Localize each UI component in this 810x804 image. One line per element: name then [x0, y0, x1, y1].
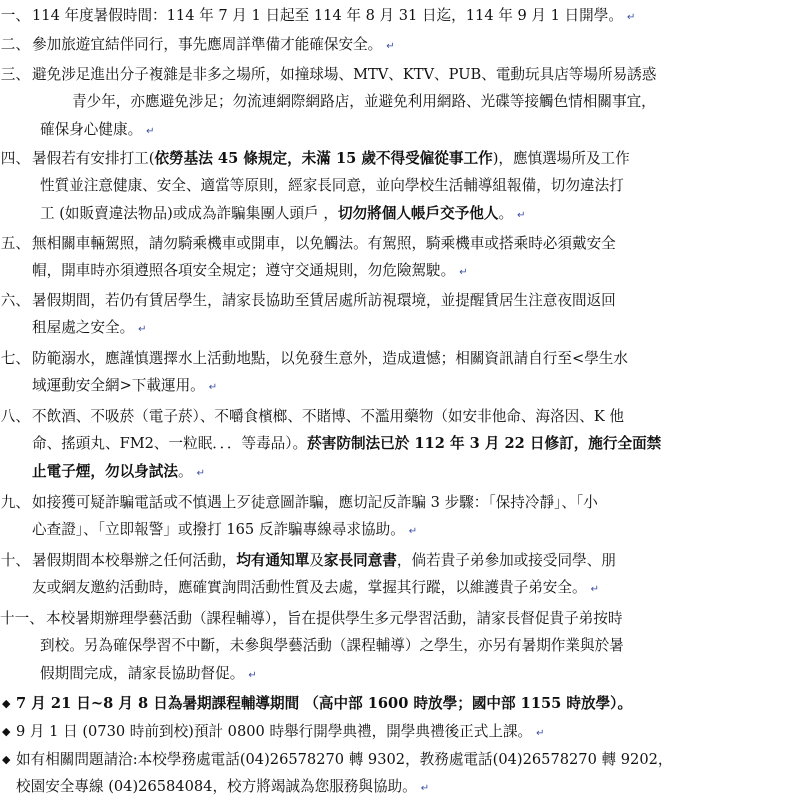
paragraph-mark-icon: ↵	[590, 584, 599, 595]
item-2	[0, 31, 804, 58]
item-text-line: 止電子煙，勿以身試法。 ↵	[32, 463, 205, 480]
item-text: 參加旅遊宜結伴同行，事先應周詳準備才能確保安全。 ↵	[32, 36, 395, 53]
note-text: 7 月 21 日~8 月 8 日為暑期課程輔導期間 （高中部 1600 時放學；國中部 1155 時放學）。	[16, 695, 633, 712]
item-text: 不飲酒、不吸菸（電子菸）、不嚼食檳榔、不賭博、不濫用藥物（如安非他命、海洛因、K 他	[32, 408, 624, 425]
diamond-bullet-icon: ◆	[2, 697, 11, 710]
e-cigarette-warning-emphasis: 止電子煙，勿以身試法	[32, 463, 178, 480]
item-text-line: 租屋處之安全。 ↵	[32, 319, 147, 336]
note-summer-class	[0, 690, 804, 717]
paragraph-mark-icon: ↵	[146, 126, 155, 137]
note-text-line: 校園安全專線 (04)26584084，校方將竭誠為您服務與協助。 ↵	[16, 778, 430, 795]
item-9	[0, 489, 804, 545]
item-text: 暑假期間本校舉辦之任何活動，均有通知單及家長同意書，倘若貴子弟參加或接受同學、朋	[32, 552, 616, 569]
item-6	[0, 287, 804, 343]
paragraph-mark-icon: ↵	[386, 41, 395, 52]
item-text-line: 心查證」、「立即報警」或撥打 165 反詐騙專線尋求協助。 ↵	[32, 521, 418, 538]
item-5	[0, 230, 804, 286]
note-contact	[0, 746, 804, 802]
paragraph-mark-icon: ↵	[420, 783, 430, 794]
item-marker: 四、	[0, 150, 30, 167]
item-text-line: 命、搖頭丸、FM2、一粒眠．．．等毒品）。菸害防制法已於 112 年 3 月 22 日修訂，施行全面禁	[32, 435, 662, 452]
item-8	[0, 403, 804, 487]
item-text: 防範溺水，應謹慎選擇水上活動地點，以免發生意外，造成遺憾；相關資訊請自行至<學生水	[32, 350, 628, 367]
paragraph-mark-icon: ↵	[536, 728, 545, 739]
item-marker: 一、	[0, 7, 30, 24]
item-text-line: 友或網友邀約活動時，應確實詢問活動性質及去處，掌握其行蹤，以維護貴子弟安全。 ↵	[32, 579, 599, 596]
item-marker: 七、	[0, 350, 30, 367]
paragraph-mark-icon: ↵	[459, 267, 468, 278]
paragraph-mark-icon: ↵	[517, 210, 526, 221]
item-text: 如接獲可疑詐騙電話或不慎遇上歹徒意圖詐騙，應切記反詐騙 3 步驟：「保持冷靜」、「小	[32, 494, 598, 511]
item-7	[0, 345, 804, 401]
paragraph-mark-icon: ↵	[196, 468, 205, 479]
note-text: 9 月 1 日 (0730 時前到校)預計 0800 時舉行開學典禮，開學典禮後正式上課。 ↵	[16, 723, 545, 740]
item-text-line: 域運動安全網>下載運用。 ↵	[32, 377, 218, 394]
item-text: 本校暑期辦理學藝活動（課程輔導），旨在提供學生多元學習活動，請家長督促貴子弟按時	[46, 610, 623, 627]
item-marker: 十、	[0, 552, 30, 569]
item-marker: 六、	[0, 292, 30, 309]
item-text-line: 工 (如販賣違法物品)或成為詐騙集團人頭戶 ，切勿將個人帳戶交予他人。 ↵	[40, 205, 526, 222]
notice-form-emphasis: 均有通知單	[236, 552, 310, 569]
item-marker: 五、	[0, 235, 30, 252]
paragraph-mark-icon: ↵	[208, 382, 218, 393]
item-text-line: 確保身心健康。 ↵	[40, 121, 155, 138]
item-text-line: 性質並注意健康、安全、適當等原則，經家長同意，並向學校生活輔導組報備，切勿違法打	[40, 177, 624, 194]
paragraph-mark-icon: ↵	[626, 12, 636, 23]
item-text: 114 年度暑假時間：114 年 7 月 1 日起至 114 年 8 月 31 日迄，114 年 9 月 1 日開學。 ↵	[32, 7, 636, 24]
item-marker: 二、	[0, 36, 30, 53]
item-text: 避免涉足進出分子複雜是非多之場所，如撞球場、MTV、KTV、PUB、電動玩具店等場所易誘惑	[32, 66, 657, 83]
paragraph-mark-icon: ↵	[408, 526, 418, 537]
item-text-line: 假期間完成，請家長協助督促。 ↵	[40, 665, 257, 682]
item-text-line: 到校。另為確保學習不中斷，未參與學藝活動（課程輔導）之學生，亦另有暑期作業與於暑	[40, 637, 624, 654]
item-marker: 三、	[0, 66, 30, 83]
tobacco-law-emphasis: 菸害防制法已於 112 年 3 月 22 日修訂，施行全面禁	[307, 435, 662, 452]
item-1	[0, 2, 804, 29]
consent-form-emphasis: 家長同意書	[323, 552, 397, 569]
diamond-bullet-icon: ◆	[2, 753, 11, 766]
item-10	[0, 547, 804, 603]
item-text: 暑假期間，若仍有賃居學生，請家長協助至賃居處所訪視環境，並提醒賃居生注意夜間返回	[32, 292, 616, 309]
item-4	[0, 145, 804, 229]
labor-law-emphasis: 依勞基法 45 條規定，未滿 15 歲不得受僱從事工作	[154, 150, 493, 167]
item-marker: 九、	[0, 494, 30, 511]
item-marker: 十一、	[0, 610, 44, 627]
item-text: 無相關車輛駕照，請勿騎乘機車或開車，以免觸法。有駕照，騎乘機車或搭乘時必須戴安全	[32, 235, 616, 252]
note-text: 如有相關問題請洽:本校學務處電話(04)26578270 轉 9302，教務處電話(04)26578270 轉 9202，	[16, 751, 673, 768]
item-text-line: 青少年，亦應避免涉足；勿流連網際網路店，並避免利用網路、光碟等接觸色情相關事宜，	[72, 93, 656, 110]
item-11	[0, 605, 804, 689]
diamond-bullet-icon: ◆	[2, 725, 11, 738]
item-3	[0, 61, 804, 145]
paragraph-mark-icon: ↵	[248, 670, 257, 681]
item-marker: 八、	[0, 408, 30, 425]
note-opening-ceremony	[0, 718, 804, 745]
item-text-line: 帽，開車時亦須遵照各項安全規定；遵守交通規則，勿危險駕駛。 ↵	[32, 262, 468, 279]
item-text: 暑假若有安排打工(依勞基法 45 條規定，未滿 15 歲不得受僱從事工作)，應慎選場所及工作	[32, 150, 630, 167]
account-warning-emphasis: 切勿將個人帳戶交予他人	[337, 205, 499, 222]
paragraph-mark-icon: ↵	[138, 324, 147, 335]
